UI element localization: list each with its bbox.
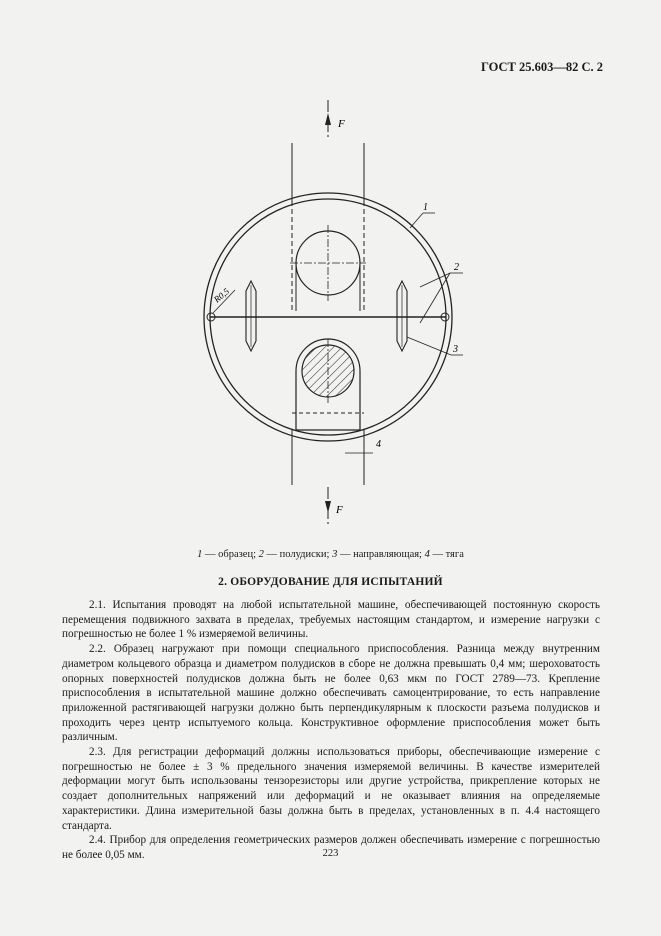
bottom-force-label: F [336,504,343,516]
ring-test-fixture-diagram [195,95,475,530]
caption-text-4: — тяга [429,549,464,560]
caption-text-1: — образец; [202,549,259,560]
bottom-force-arrow [325,487,331,525]
page-number: 223 [322,848,339,859]
figure-caption [0,549,661,560]
left-guide [246,281,256,351]
radius-label: R0,5 [211,286,232,305]
callout-3: 3 [453,344,458,355]
caption-num-2: 2 [258,549,264,560]
paragraph-2-4: 2.4. Прибор для определения геометрических размеров должен обеспечивать измерение с погрешностью не более 0,05 мм. [62,834,600,861]
document-header: ГОСТ 25.603—82 С. 2 [480,60,603,74]
caption-num-3: 3 [332,549,338,560]
bottom-rod [292,413,364,485]
section-title: 2. ОБОРУДОВАНИЕ ДЛЯ ИСПЫТАНИЙ [218,576,443,588]
callout-2: 2 [454,262,459,273]
upper-pin [290,225,366,311]
right-guide [397,281,407,351]
body-text [62,598,600,863]
caption-text-3: — направляющая; [337,549,425,560]
caption-text-2: — полудиски; [263,549,333,560]
paragraph-2-3: 2.3. Для регистрации деформаций должны использоваться приборы, обеспечивающие измерение с погрешностью не более ± 3 % предельного значения измеряемой величины. В качестве измерителей деформации могут быть использованы тензорезисторы или другие устройства, прикрепление которых не создает дополнительных напряжений или деформаций и не оказывает влияния на определяемые характеристики. Длина измерительной базы должна быть в пределах, установленных в п. 4.4 настоящего стандарта. [62,746,600,832]
top-force-arrow [325,100,331,137]
paragraph-2-1: 2.1. Испытания проводят на любой испытательной машине, обеспечивающей постоянную скорость перемещения подвижного захвата в пределах, требуемых настоящим стандартом, и измерение нагрузки с погрешностью не более 1 % измеряемой величины. [62,599,600,641]
callout-1: 1 [423,202,428,213]
top-force-label: F [338,118,345,130]
caption-num-4: 4 [424,549,430,560]
caption-num-1: 1 [197,549,203,560]
callout-4: 4 [376,439,381,450]
lower-pin [296,339,360,430]
paragraph-2-2: 2.2. Образец нагружают при помощи специального приспособления. Разница между внутренним диаметром кольцевого образца и диаметром полудисков в сборе не должна превышать 0,4 мм; шероховатость опорных поверхностей полудисков должна быть не более 0,63 мкм по ГОСТ 2789—73. Крепление приспособления в испытательной машине должно обеспечивать самоцентрирование, то есть направление приложенной растягивающей нагрузки должно быть перпендикулярным к плоскости разъема полудисков и проходить через центр испытуемого кольца. Конструктивное оформление приспособления может быть различным. [62,643,600,744]
